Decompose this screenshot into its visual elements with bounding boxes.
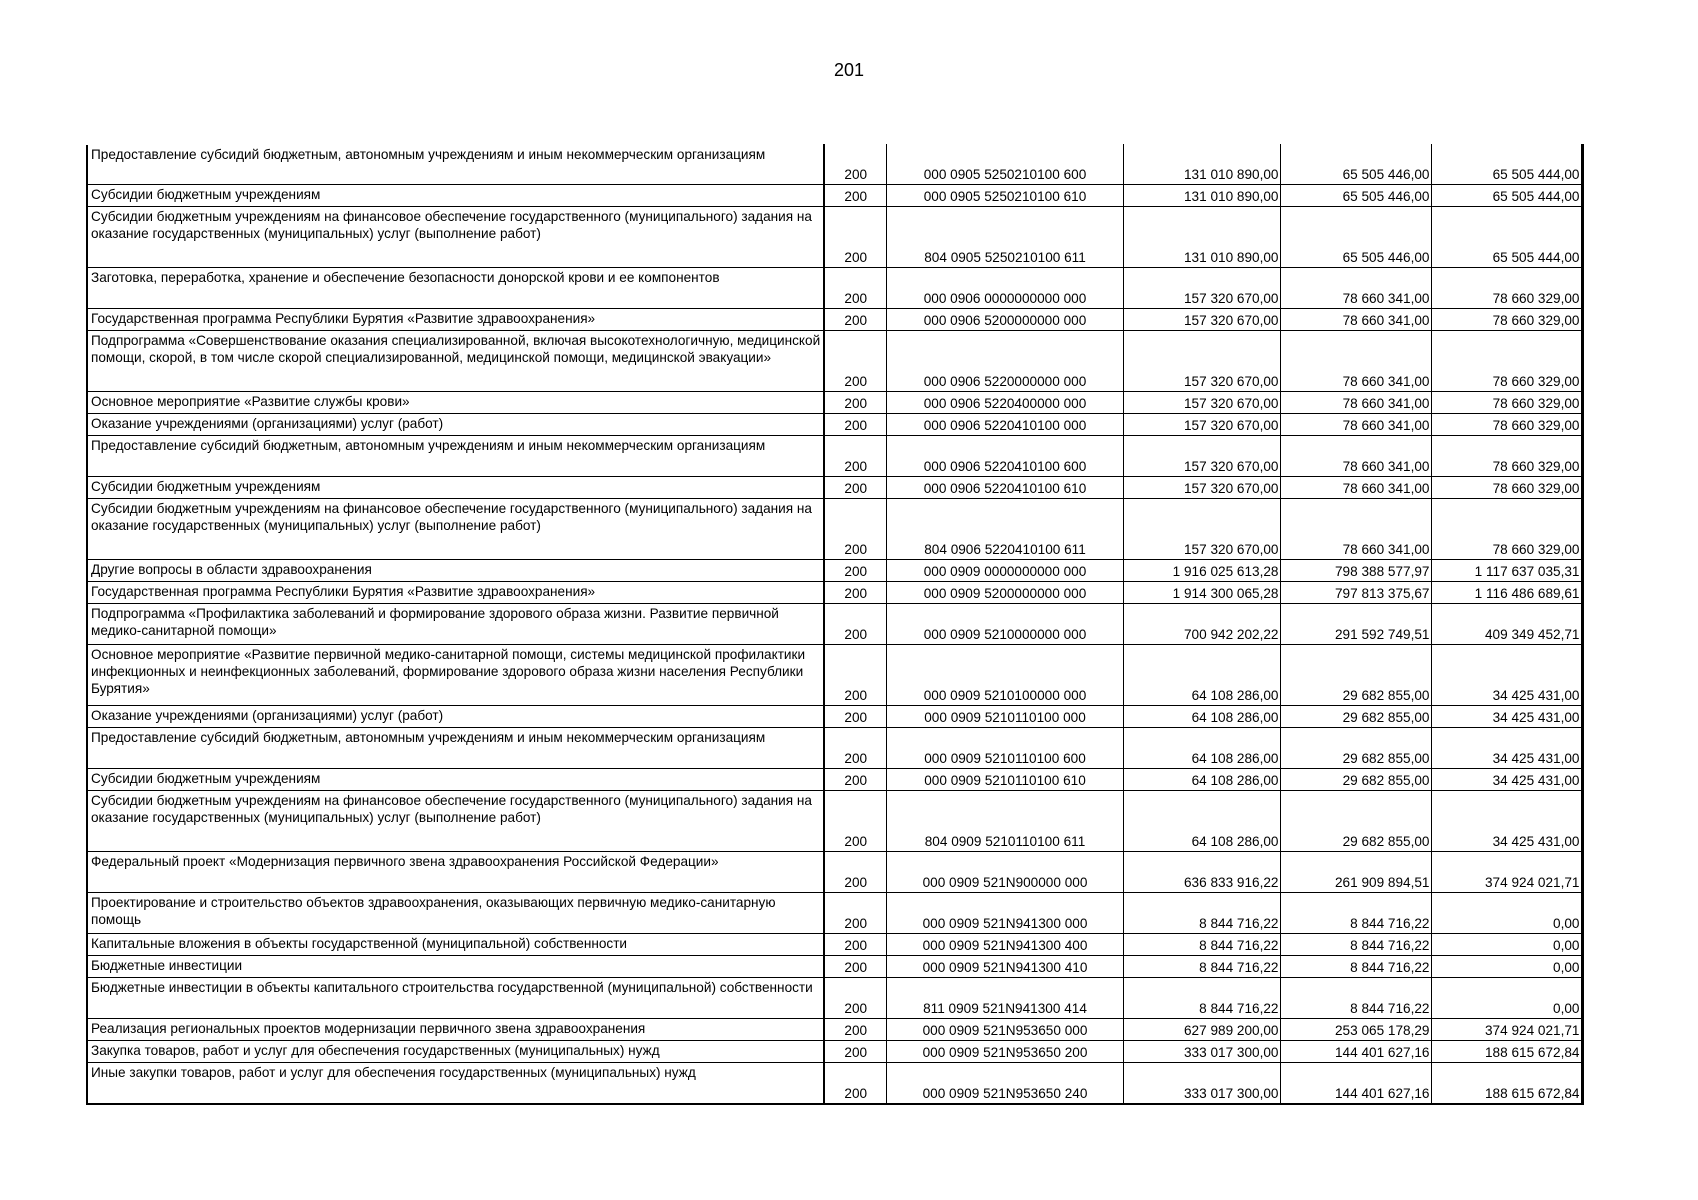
row-amount-first: 798 388 577,97 — [1280, 560, 1431, 582]
row-classification-code: 000 0906 5220000000 000 — [886, 331, 1123, 392]
row-admin-code: 200 — [824, 852, 886, 893]
table-row — [87, 1019, 1582, 1041]
row-name: Капитальные вложения в объекты государственной (муниципальной) собственности — [87, 934, 824, 956]
row-admin-code: 200 — [824, 893, 886, 934]
row-admin-code: 200 — [824, 1041, 886, 1063]
row-name: Оказание учреждениями (организациями) услуг (работ) — [87, 706, 824, 728]
row-amount-first: 78 660 341,00 — [1280, 309, 1431, 331]
row-name: Другие вопросы в области здравоохранения — [87, 560, 824, 582]
row-admin-code: 200 — [824, 934, 886, 956]
row-admin-code: 200 — [824, 268, 886, 309]
table-row — [87, 477, 1582, 499]
row-amount-second: 0,00 — [1431, 956, 1582, 978]
row-amount-first: 78 660 341,00 — [1280, 268, 1431, 309]
row-amount-first: 253 065 178,29 — [1280, 1019, 1431, 1041]
table-row — [87, 934, 1582, 956]
row-admin-code: 200 — [824, 414, 886, 436]
row-amount-total: 8 844 716,22 — [1123, 934, 1280, 956]
table-row — [87, 436, 1582, 477]
row-admin-code: 200 — [824, 791, 886, 852]
table-row — [87, 268, 1582, 309]
row-amount-total: 333 017 300,00 — [1123, 1041, 1280, 1063]
row-classification-code: 000 0909 521N953650 000 — [886, 1019, 1123, 1041]
row-amount-second: 78 660 329,00 — [1431, 414, 1582, 436]
row-name: Предоставление субсидий бюджетным, автономным учреждениям и иным некоммерческим организациям — [87, 436, 824, 477]
row-amount-total: 1 914 300 065,28 — [1123, 582, 1280, 604]
row-amount-first: 78 660 341,00 — [1280, 392, 1431, 414]
row-amount-total: 157 320 670,00 — [1123, 392, 1280, 414]
row-amount-second: 65 505 444,00 — [1431, 185, 1582, 207]
row-classification-code: 000 0909 5210110100 600 — [886, 728, 1123, 769]
row-amount-first: 29 682 855,00 — [1280, 645, 1431, 706]
table-row — [87, 1063, 1582, 1104]
row-classification-code: 000 0909 521N900000 000 — [886, 852, 1123, 893]
row-name: Субсидии бюджетным учреждениям — [87, 477, 824, 499]
table-row — [87, 1041, 1582, 1063]
row-admin-code: 200 — [824, 436, 886, 477]
row-classification-code: 000 0906 5200000000 000 — [886, 309, 1123, 331]
row-amount-second: 78 660 329,00 — [1431, 499, 1582, 560]
row-name: Закупка товаров, работ и услуг для обеспечения государственных (муниципальных) нужд — [87, 1041, 824, 1063]
row-amount-total: 157 320 670,00 — [1123, 331, 1280, 392]
row-name: Иные закупки товаров, работ и услуг для обеспечения государственных (муниципальных) нужд — [87, 1063, 824, 1104]
row-amount-second: 78 660 329,00 — [1431, 331, 1582, 392]
row-amount-second: 1 117 637 035,31 — [1431, 560, 1582, 582]
row-classification-code: 804 0906 5220410100 611 — [886, 499, 1123, 560]
budget-table-body — [87, 145, 1582, 1104]
row-name: Государственная программа Республики Бурятия «Развитие здравоохранения» — [87, 582, 824, 604]
row-name: Основное мероприятие «Развитие первичной медико-санитарной помощи, системы медицинской профилактики инфекционных и неинфекционных заболеваний, формирование здорового образа жизни населения Республики Бурятия» — [87, 645, 824, 706]
row-classification-code: 811 0909 521N941300 414 — [886, 978, 1123, 1019]
row-name: Подпрограмма «Профилактика заболеваний и формирование здорового образа жизни. Развитие первичной медико-санитарной помощи» — [87, 604, 824, 645]
table-row — [87, 852, 1582, 893]
row-name: Государственная программа Республики Бурятия «Развитие здравоохранения» — [87, 309, 824, 331]
row-amount-second: 0,00 — [1431, 893, 1582, 934]
row-amount-second: 78 660 329,00 — [1431, 309, 1582, 331]
row-amount-total: 700 942 202,22 — [1123, 604, 1280, 645]
row-amount-first: 29 682 855,00 — [1280, 769, 1431, 791]
table-row — [87, 769, 1582, 791]
row-classification-code: 000 0909 0000000000 000 — [886, 560, 1123, 582]
row-name: Подпрограмма «Совершенствование оказания специализированной, включая высокотехнологичную, медицинской помощи, скорой, в том числе скорой специализированной, медицинской помощи, медицинской эвакуации» — [87, 331, 824, 392]
row-amount-total: 131 010 890,00 — [1123, 185, 1280, 207]
row-amount-total: 627 989 200,00 — [1123, 1019, 1280, 1041]
table-row — [87, 604, 1582, 645]
row-name: Основное мероприятие «Развитие службы крови» — [87, 392, 824, 414]
row-amount-second: 34 425 431,00 — [1431, 791, 1582, 852]
table-row — [87, 207, 1582, 268]
row-name: Реализация региональных проектов модернизации первичного звена здравоохранения — [87, 1019, 824, 1041]
row-amount-second: 78 660 329,00 — [1431, 477, 1582, 499]
row-amount-second: 34 425 431,00 — [1431, 769, 1582, 791]
row-amount-first: 29 682 855,00 — [1280, 728, 1431, 769]
row-amount-total: 157 320 670,00 — [1123, 309, 1280, 331]
row-admin-code: 200 — [824, 604, 886, 645]
row-classification-code: 000 0909 521N953650 200 — [886, 1041, 1123, 1063]
row-amount-total: 64 108 286,00 — [1123, 728, 1280, 769]
table-row — [87, 645, 1582, 706]
row-classification-code: 000 0909 5210000000 000 — [886, 604, 1123, 645]
row-amount-second: 188 615 672,84 — [1431, 1063, 1582, 1104]
row-amount-total: 157 320 670,00 — [1123, 436, 1280, 477]
table-row — [87, 791, 1582, 852]
row-name: Проектирование и строительство объектов здравоохранения, оказывающих первичную медико-санитарную помощь — [87, 893, 824, 934]
row-amount-second: 34 425 431,00 — [1431, 728, 1582, 769]
row-admin-code: 200 — [824, 477, 886, 499]
row-classification-code: 000 0909 5200000000 000 — [886, 582, 1123, 604]
row-admin-code: 200 — [824, 1063, 886, 1104]
row-amount-total: 157 320 670,00 — [1123, 268, 1280, 309]
table-row — [87, 309, 1582, 331]
table-row — [87, 728, 1582, 769]
table-row — [87, 414, 1582, 436]
row-amount-first: 8 844 716,22 — [1280, 956, 1431, 978]
row-amount-total: 8 844 716,22 — [1123, 893, 1280, 934]
row-amount-first: 144 401 627,16 — [1280, 1063, 1431, 1104]
row-classification-code: 804 0905 5250210100 611 — [886, 207, 1123, 268]
row-classification-code: 000 0909 521N941300 000 — [886, 893, 1123, 934]
page-number: 201 — [833, 60, 865, 80]
row-amount-first: 78 660 341,00 — [1280, 477, 1431, 499]
row-amount-first: 8 844 716,22 — [1280, 934, 1431, 956]
row-amount-second: 0,00 — [1431, 978, 1582, 1019]
row-name: Субсидии бюджетным учреждениям — [87, 769, 824, 791]
table-row — [87, 978, 1582, 1019]
row-amount-first: 261 909 894,51 — [1280, 852, 1431, 893]
row-classification-code: 000 0909 5210100000 000 — [886, 645, 1123, 706]
row-amount-total: 64 108 286,00 — [1123, 706, 1280, 728]
row-admin-code: 200 — [824, 331, 886, 392]
row-classification-code: 000 0905 5250210100 600 — [886, 145, 1123, 185]
table-row — [87, 145, 1582, 185]
row-classification-code: 000 0906 5220400000 000 — [886, 392, 1123, 414]
row-amount-total: 131 010 890,00 — [1123, 145, 1280, 185]
row-admin-code: 200 — [824, 582, 886, 604]
row-admin-code: 200 — [824, 1019, 886, 1041]
table-row — [87, 956, 1582, 978]
row-amount-total: 157 320 670,00 — [1123, 477, 1280, 499]
table-row — [87, 706, 1582, 728]
row-amount-total: 131 010 890,00 — [1123, 207, 1280, 268]
row-amount-second: 1 116 486 689,61 — [1431, 582, 1582, 604]
row-admin-code: 200 — [824, 706, 886, 728]
row-name: Оказание учреждениями (организациями) услуг (работ) — [87, 414, 824, 436]
row-amount-total: 64 108 286,00 — [1123, 791, 1280, 852]
row-amount-total: 157 320 670,00 — [1123, 499, 1280, 560]
row-amount-second: 0,00 — [1431, 934, 1582, 956]
row-name: Федеральный проект «Модернизация первичного звена здравоохранения Российской Федерации» — [87, 852, 824, 893]
row-amount-total: 636 833 916,22 — [1123, 852, 1280, 893]
row-amount-second: 34 425 431,00 — [1431, 645, 1582, 706]
row-amount-first: 65 505 446,00 — [1280, 207, 1431, 268]
row-classification-code: 000 0906 5220410100 000 — [886, 414, 1123, 436]
row-classification-code: 000 0906 5220410100 610 — [886, 477, 1123, 499]
row-name: Субсидии бюджетным учреждениям на финансовое обеспечение государственного (муниципального) задания на оказание государственных (муниципальных) услуг (выполнение работ) — [87, 499, 824, 560]
row-admin-code: 200 — [824, 185, 886, 207]
row-admin-code: 200 — [824, 499, 886, 560]
row-amount-total: 157 320 670,00 — [1123, 414, 1280, 436]
row-classification-code: 000 0909 5210110100 610 — [886, 769, 1123, 791]
row-amount-first: 78 660 341,00 — [1280, 436, 1431, 477]
row-classification-code: 000 0905 5250210100 610 — [886, 185, 1123, 207]
table-row — [87, 893, 1582, 934]
row-amount-total: 64 108 286,00 — [1123, 645, 1280, 706]
row-amount-first: 78 660 341,00 — [1280, 414, 1431, 436]
row-amount-second: 78 660 329,00 — [1431, 436, 1582, 477]
row-name: Бюджетные инвестиции — [87, 956, 824, 978]
row-amount-second: 65 505 444,00 — [1431, 145, 1582, 185]
row-admin-code: 200 — [824, 956, 886, 978]
row-amount-total: 1 916 025 613,28 — [1123, 560, 1280, 582]
row-amount-second: 34 425 431,00 — [1431, 706, 1582, 728]
row-amount-second: 78 660 329,00 — [1431, 392, 1582, 414]
table-row — [87, 499, 1582, 560]
row-amount-total: 8 844 716,22 — [1123, 978, 1280, 1019]
row-amount-second: 374 924 021,71 — [1431, 852, 1582, 893]
row-amount-second: 409 349 452,71 — [1431, 604, 1582, 645]
row-classification-code: 000 0909 521N953650 240 — [886, 1063, 1123, 1104]
table-row — [87, 185, 1582, 207]
row-admin-code: 200 — [824, 728, 886, 769]
table-row — [87, 560, 1582, 582]
row-name: Бюджетные инвестиции в объекты капитального строительства государственной (муниципальной) собственности — [87, 978, 824, 1019]
table-row — [87, 582, 1582, 604]
row-classification-code: 000 0909 521N941300 410 — [886, 956, 1123, 978]
row-amount-first: 65 505 446,00 — [1280, 185, 1431, 207]
row-amount-first: 8 844 716,22 — [1280, 978, 1431, 1019]
row-admin-code: 200 — [824, 645, 886, 706]
row-name: Субсидии бюджетным учреждениям на финансовое обеспечение государственного (муниципального) задания на оказание государственных (муниципальных) услуг (выполнение работ) — [87, 207, 824, 268]
row-admin-code: 200 — [824, 769, 886, 791]
row-classification-code: 000 0906 5220410100 600 — [886, 436, 1123, 477]
row-name: Предоставление субсидий бюджетным, автономным учреждениям и иным некоммерческим организациям — [87, 145, 824, 185]
row-amount-second: 65 505 444,00 — [1431, 207, 1582, 268]
budget-table — [86, 144, 1584, 1105]
row-classification-code: 000 0909 521N941300 400 — [886, 934, 1123, 956]
row-amount-first: 291 592 749,51 — [1280, 604, 1431, 645]
table-row — [87, 331, 1582, 392]
row-admin-code: 200 — [824, 978, 886, 1019]
table-row — [87, 392, 1582, 414]
row-amount-first: 29 682 855,00 — [1280, 706, 1431, 728]
row-name: Субсидии бюджетным учреждениям — [87, 185, 824, 207]
row-amount-first: 78 660 341,00 — [1280, 331, 1431, 392]
row-name: Заготовка, переработка, хранение и обеспечение безопасности донорской крови и ее компонентов — [87, 268, 824, 309]
row-classification-code: 000 0906 0000000000 000 — [886, 268, 1123, 309]
row-name: Предоставление субсидий бюджетным, автономным учреждениям и иным некоммерческим организациям — [87, 728, 824, 769]
row-amount-first: 8 844 716,22 — [1280, 893, 1431, 934]
row-amount-second: 78 660 329,00 — [1431, 268, 1582, 309]
row-amount-first: 797 813 375,67 — [1280, 582, 1431, 604]
row-amount-first: 144 401 627,16 — [1280, 1041, 1431, 1063]
row-classification-code: 804 0909 5210110100 611 — [886, 791, 1123, 852]
row-admin-code: 200 — [824, 560, 886, 582]
row-amount-total: 64 108 286,00 — [1123, 769, 1280, 791]
row-amount-first: 65 505 446,00 — [1280, 145, 1431, 185]
row-amount-second: 374 924 021,71 — [1431, 1019, 1582, 1041]
row-amount-second: 188 615 672,84 — [1431, 1041, 1582, 1063]
row-admin-code: 200 — [824, 309, 886, 331]
row-amount-first: 78 660 341,00 — [1280, 499, 1431, 560]
row-name: Субсидии бюджетным учреждениям на финансовое обеспечение государственного (муниципального) задания на оказание государственных (муниципальных) услуг (выполнение работ) — [87, 791, 824, 852]
row-admin-code: 200 — [824, 392, 886, 414]
row-amount-total: 333 017 300,00 — [1123, 1063, 1280, 1104]
row-amount-total: 8 844 716,22 — [1123, 956, 1280, 978]
row-admin-code: 200 — [824, 145, 886, 185]
row-admin-code: 200 — [824, 207, 886, 268]
row-classification-code: 000 0909 5210110100 000 — [886, 706, 1123, 728]
row-amount-first: 29 682 855,00 — [1280, 791, 1431, 852]
